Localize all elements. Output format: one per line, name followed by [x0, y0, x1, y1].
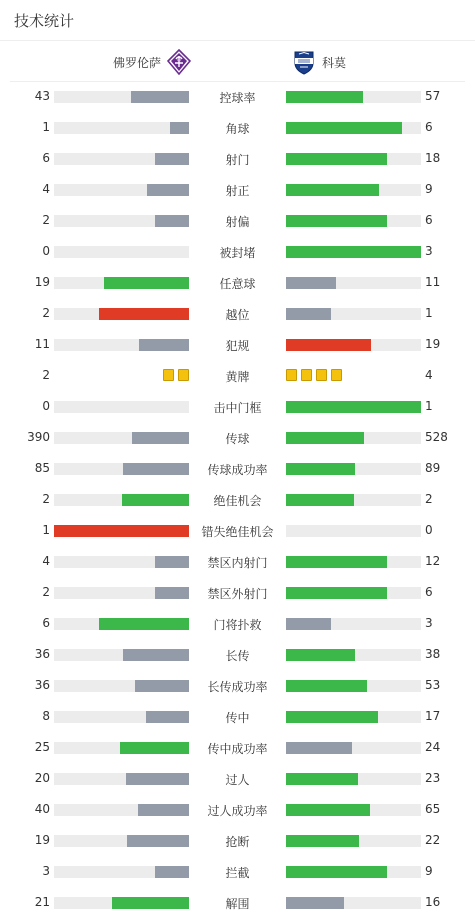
away-value: 16	[425, 895, 441, 909]
stat-label: 黄牌	[225, 370, 250, 384]
stat-row	[0, 453, 475, 484]
away-bar-fill	[286, 556, 387, 568]
stat-row	[0, 329, 475, 360]
stat-label: 角球	[225, 122, 250, 136]
stat-row	[0, 825, 475, 856]
away-bar-fill	[286, 246, 421, 258]
away-bar-fill	[286, 804, 370, 816]
home-value: 21	[34, 895, 50, 909]
home-bar-track	[54, 649, 189, 661]
away-bar-fill	[286, 184, 379, 196]
away-yellow-cards	[286, 369, 342, 381]
stat-row	[0, 422, 475, 453]
page-title: 技术统计	[14, 12, 75, 30]
title-bar	[0, 0, 475, 41]
home-value: 36	[34, 647, 50, 661]
away-value: 6	[425, 120, 433, 134]
yellow-card-icon	[286, 369, 297, 381]
home-bar-track	[54, 494, 189, 506]
home-bar-fill	[147, 184, 189, 196]
away-value: 2	[425, 492, 433, 506]
away-bar-fill	[286, 680, 367, 692]
stat-label: 射偏	[225, 215, 250, 229]
away-bar-fill	[286, 835, 359, 847]
away-bar-track	[286, 184, 421, 196]
away-bar-track	[286, 587, 421, 599]
home-bar-fill	[123, 463, 189, 475]
stat-label: 绝佳机会	[213, 494, 262, 508]
home-bar-track	[54, 277, 189, 289]
home-bar-track	[54, 122, 189, 134]
away-bar-track	[286, 835, 421, 847]
stat-row	[0, 81, 475, 112]
home-value: 20	[34, 771, 50, 785]
away-value: 9	[425, 864, 433, 878]
stat-row	[0, 887, 475, 918]
home-bar-track	[54, 618, 189, 630]
home-bar-track	[54, 463, 189, 475]
stat-label: 错失绝佳机会	[201, 525, 274, 539]
home-bar-track	[54, 742, 189, 754]
away-value: 18	[425, 151, 441, 165]
home-value: 3	[42, 864, 50, 878]
home-value: 8	[42, 709, 50, 723]
home-bar-track	[54, 773, 189, 785]
away-bar-fill	[286, 339, 371, 351]
stat-label: 射正	[225, 184, 250, 198]
away-value: 1	[425, 306, 433, 320]
away-bar-fill	[286, 773, 358, 785]
stat-label: 传中成功率	[207, 742, 268, 756]
home-value: 6	[42, 151, 50, 165]
away-bar-fill	[286, 866, 387, 878]
away-bar-track	[286, 525, 421, 537]
away-value: 22	[425, 833, 441, 847]
home-bar-fill	[122, 494, 190, 506]
home-bar-track	[54, 91, 189, 103]
away-value: 57	[425, 89, 441, 103]
stat-label: 解围	[225, 897, 250, 911]
away-bar-track	[286, 773, 421, 785]
stat-row	[0, 701, 475, 732]
home-bar-fill	[135, 680, 189, 692]
away-bar-track	[286, 432, 421, 444]
home-bar-track	[54, 339, 189, 351]
away-value: 6	[425, 585, 433, 599]
home-bar-track	[54, 432, 189, 444]
home-team-name: 佛罗伦萨	[112, 55, 161, 70]
home-bar-track	[54, 866, 189, 878]
home-bar-fill	[123, 649, 189, 661]
home-bar-fill	[155, 587, 189, 599]
stat-row	[0, 236, 475, 267]
away-team-name: 科莫	[322, 55, 347, 70]
stat-row	[0, 546, 475, 577]
stat-label: 过人成功率	[207, 804, 268, 818]
stat-label: 击中门框	[213, 401, 262, 415]
home-bar-track	[54, 525, 189, 537]
stat-row	[0, 484, 475, 515]
stat-label: 抢断	[225, 835, 250, 849]
stat-row	[0, 391, 475, 422]
stat-label: 控球率	[219, 91, 256, 105]
away-bar-track	[286, 122, 421, 134]
away-value: 65	[425, 802, 441, 816]
stat-row	[0, 515, 475, 546]
stat-row	[0, 112, 475, 143]
home-value: 2	[42, 306, 50, 320]
home-bar-track	[54, 308, 189, 320]
stat-label: 被封堵	[219, 246, 256, 260]
away-bar-track	[286, 463, 421, 475]
stat-label: 射门	[225, 153, 250, 167]
home-value: 43	[34, 89, 50, 103]
away-bar-track	[286, 897, 421, 909]
yellow-card-icon	[316, 369, 327, 381]
home-bar-fill	[104, 277, 189, 289]
away-value: 3	[425, 244, 433, 258]
home-bar-track	[54, 711, 189, 723]
stat-row	[0, 205, 475, 236]
away-bar-track	[286, 494, 421, 506]
home-value: 2	[42, 585, 50, 599]
away-value: 4	[425, 368, 433, 382]
home-value: 19	[34, 275, 50, 289]
home-value: 2	[42, 492, 50, 506]
home-value: 0	[42, 244, 50, 258]
home-bar-fill	[120, 742, 189, 754]
away-bar-fill	[286, 91, 363, 103]
stat-row	[0, 174, 475, 205]
home-bar-track	[54, 835, 189, 847]
home-bar-track	[54, 246, 189, 258]
home-yellow-cards	[163, 369, 189, 381]
away-bar-track	[286, 804, 421, 816]
home-bar-fill	[112, 897, 189, 909]
home-bar-fill	[155, 215, 189, 227]
home-bar-track	[54, 556, 189, 568]
stat-label: 任意球	[219, 277, 256, 291]
home-bar-fill	[170, 122, 189, 134]
away-bar-fill	[286, 649, 355, 661]
away-bar-fill	[286, 711, 378, 723]
away-value: 19	[425, 337, 441, 351]
home-bar-fill	[99, 308, 189, 320]
away-value: 3	[425, 616, 433, 630]
away-bar-fill	[286, 897, 344, 909]
home-bar-fill	[127, 835, 189, 847]
away-value: 12	[425, 554, 441, 568]
away-bar-track	[286, 649, 421, 661]
home-bar-track	[54, 184, 189, 196]
away-bar-track	[286, 246, 421, 258]
away-value: 6	[425, 213, 433, 227]
home-team[interactable]	[113, 49, 191, 75]
away-team[interactable]	[292, 49, 346, 75]
home-bar-fill	[126, 773, 189, 785]
stat-label: 禁区内射门	[207, 556, 268, 570]
home-value: 85	[34, 461, 50, 475]
stat-label: 传球成功率	[207, 463, 268, 477]
home-bar-track	[54, 401, 189, 413]
away-bar-fill	[286, 308, 331, 320]
home-bar-track	[54, 804, 189, 816]
home-bar-fill	[155, 866, 189, 878]
away-value: 0	[425, 523, 433, 537]
fiorentina-crest-icon	[167, 49, 191, 75]
away-bar-track	[286, 680, 421, 692]
stat-label: 过人	[225, 773, 250, 787]
away-value: 17	[425, 709, 441, 723]
home-bar-fill	[146, 711, 189, 723]
stat-row	[0, 763, 475, 794]
home-value: 11	[34, 337, 50, 351]
away-bar-fill	[286, 742, 352, 754]
away-bar-track	[286, 618, 421, 630]
stat-label: 长传	[225, 649, 250, 663]
home-value: 1	[42, 120, 50, 134]
como-crest-icon	[292, 49, 316, 75]
stat-label: 拦截	[225, 866, 250, 880]
stat-row	[0, 577, 475, 608]
home-value: 40	[34, 802, 50, 816]
stat-row	[0, 608, 475, 639]
away-value: 9	[425, 182, 433, 196]
away-value: 38	[425, 647, 441, 661]
away-bar-track	[286, 711, 421, 723]
away-bar-fill	[286, 122, 402, 134]
stat-label: 长传成功率	[207, 680, 268, 694]
stat-label: 传中	[225, 711, 250, 725]
away-value: 1	[425, 399, 433, 413]
home-bar-track	[54, 153, 189, 165]
stat-row	[0, 794, 475, 825]
home-bar-track	[54, 897, 189, 909]
home-value: 2	[42, 368, 50, 382]
stat-row	[0, 670, 475, 701]
away-bar-track	[286, 91, 421, 103]
away-bar-fill	[286, 277, 336, 289]
away-bar-fill	[286, 618, 331, 630]
home-value: 25	[34, 740, 50, 754]
home-bar-fill	[139, 339, 189, 351]
stat-label: 门将扑救	[213, 618, 262, 632]
home-value: 19	[34, 833, 50, 847]
home-value: 4	[42, 554, 50, 568]
stat-row	[0, 360, 475, 391]
yellow-card-icon	[301, 369, 312, 381]
stat-label: 犯规	[225, 339, 250, 353]
away-bar-track	[286, 308, 421, 320]
stat-row	[0, 143, 475, 174]
away-value: 53	[425, 678, 441, 692]
home-value: 6	[42, 616, 50, 630]
away-bar-track	[286, 339, 421, 351]
away-bar-track	[286, 153, 421, 165]
home-bar-fill	[155, 153, 189, 165]
stats-list	[0, 81, 475, 918]
away-value: 23	[425, 771, 441, 785]
away-bar-fill	[286, 494, 354, 506]
home-value: 36	[34, 678, 50, 692]
yellow-card-icon	[331, 369, 342, 381]
away-value: 11	[425, 275, 441, 289]
teams-header	[10, 41, 465, 82]
away-bar-track	[286, 556, 421, 568]
stat-label: 传球	[225, 432, 250, 446]
home-bar-track	[54, 215, 189, 227]
home-value: 390	[27, 430, 50, 444]
away-bar-track	[286, 277, 421, 289]
stat-row	[0, 639, 475, 670]
stat-row	[0, 298, 475, 329]
away-bar-fill	[286, 153, 387, 165]
home-bar-fill	[132, 432, 189, 444]
away-bar-fill	[286, 463, 355, 475]
away-bar-track	[286, 401, 421, 413]
away-bar-track	[286, 215, 421, 227]
home-bar-fill	[54, 525, 189, 537]
away-value: 528	[425, 430, 448, 444]
away-value: 24	[425, 740, 441, 754]
home-value: 0	[42, 399, 50, 413]
home-bar-fill	[99, 618, 189, 630]
yellow-card-icon	[163, 369, 174, 381]
stat-row	[0, 732, 475, 763]
away-value: 89	[425, 461, 441, 475]
away-bar-track	[286, 742, 421, 754]
home-value: 1	[42, 523, 50, 537]
away-bar-fill	[286, 401, 421, 413]
home-bar-track	[54, 587, 189, 599]
stat-row	[0, 856, 475, 887]
away-bar-fill	[286, 587, 387, 599]
home-value: 4	[42, 182, 50, 196]
home-bar-track	[54, 680, 189, 692]
home-bar-fill	[138, 804, 189, 816]
away-bar-fill	[286, 432, 364, 444]
away-bar-track	[286, 866, 421, 878]
stat-label: 越位	[225, 308, 250, 322]
stat-label: 禁区外射门	[207, 587, 268, 601]
stat-row	[0, 267, 475, 298]
yellow-card-icon	[178, 369, 189, 381]
home-value: 2	[42, 213, 50, 227]
home-bar-fill	[155, 556, 189, 568]
home-bar-fill	[131, 91, 189, 103]
away-bar-fill	[286, 215, 387, 227]
